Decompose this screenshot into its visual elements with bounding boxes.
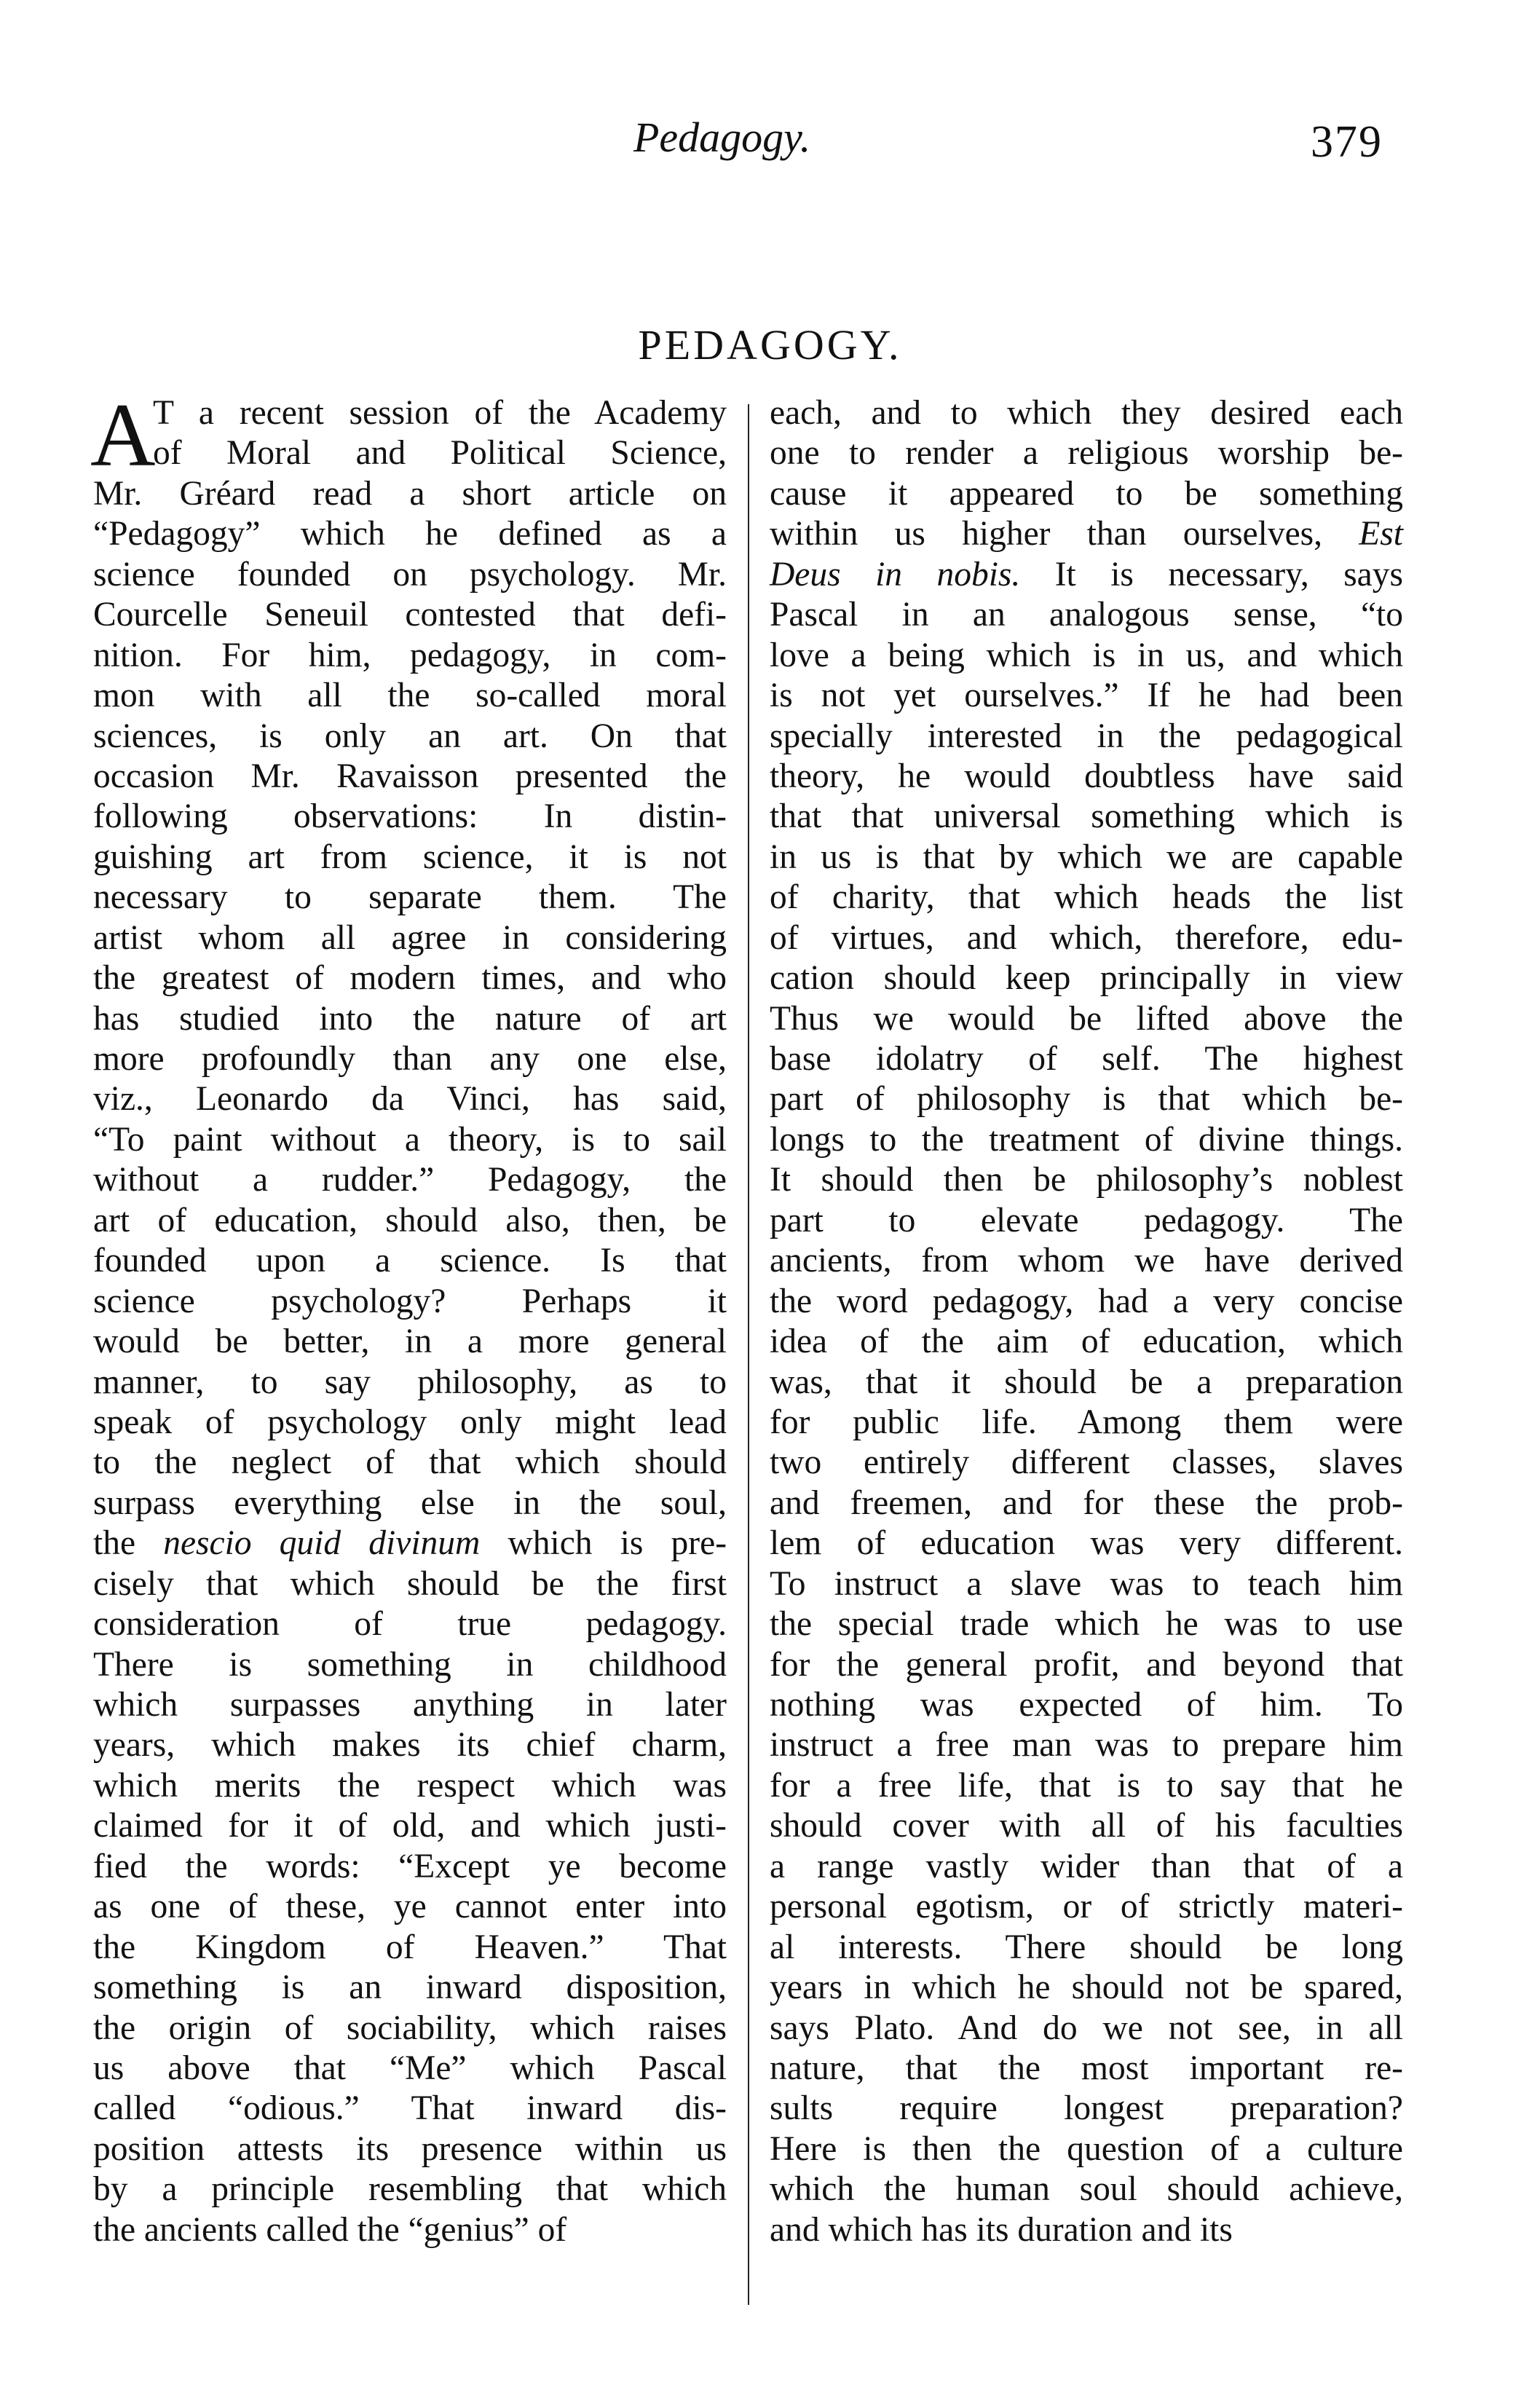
italic-phrase: Deus in nobis.	[770, 555, 1021, 594]
text-line: for public life. Among them were	[770, 1403, 1403, 1441]
text-line: It should then be philosophy’s noblest	[770, 1161, 1403, 1199]
drop-cap: A	[90, 385, 156, 485]
text-line: sults require longest preparation?	[770, 2089, 1403, 2128]
text-line: To instruct a slave was to teach him	[770, 1564, 1403, 1603]
text-line: “To paint without a theory, is to sail	[93, 1120, 727, 1159]
text-line: surpass everything else in the soul,	[93, 1483, 727, 1522]
text-line: cation should keep principally in view	[770, 959, 1403, 998]
text-line: has studied into the nature of art	[93, 999, 727, 1038]
text-line: following observations: In distin-	[93, 797, 727, 836]
text-line: base idolatry of self. The highest	[770, 1040, 1403, 1078]
text-line: each, and to which they desired each	[770, 394, 1403, 432]
text-line: sciences, is only an art. On that	[93, 717, 727, 755]
text-line: of Moral and Political Science,	[153, 434, 727, 473]
text-line: Thus we would be lifted above the	[770, 999, 1403, 1038]
text-line: specially interested in the pedagogical	[770, 717, 1403, 755]
text-line: al interests. There should be long	[770, 1928, 1403, 1966]
text-line: says Plato. And do we not see, in all	[770, 2008, 1403, 2047]
left-column	[93, 393, 727, 2330]
text-line: founded upon a science. Is that	[93, 1242, 727, 1280]
text-line: “Pedagogy” which he defined as a	[93, 515, 727, 553]
text-line: nature, that the most important re-	[770, 2049, 1403, 2087]
text-line: for a free life, that is to say that he	[770, 1766, 1403, 1805]
text-line: instruct a free man was to prepare him	[770, 1726, 1403, 1765]
text-line: Here is then the question of a culture	[770, 2129, 1403, 2168]
text-line: a range vastly wider than that of a	[770, 1847, 1403, 1885]
text-line: ancients, from whom we have derived	[770, 1242, 1403, 1280]
text-line: the ancients called the “genius” of	[93, 2210, 567, 2249]
text-line: should cover with all of his faculties	[770, 1807, 1403, 1845]
text-line: Courcelle Seneuil contested that defi-	[93, 596, 727, 634]
text-line: something is an inward disposition,	[93, 1968, 727, 2007]
text-line: the nescio quid divinum which is pre-	[93, 1524, 727, 1563]
text-line: nothing was expected of him. To	[770, 1686, 1403, 1724]
text-line: in us is that by which we are capable	[770, 837, 1403, 876]
text-line: which surpasses anything in later	[93, 1686, 727, 1724]
text-line: viz., Leonardo da Vinci, has said,	[93, 1080, 727, 1119]
text-line: Deus in nobis. It is necessary, says	[770, 555, 1403, 594]
article-title: PEDAGOGY.	[638, 321, 902, 368]
text-line: longs to the treatment of divine things.	[770, 1120, 1403, 1159]
text-line: idea of the aim of education, which	[770, 1322, 1403, 1361]
italic-phrase: nescio quid divinum	[163, 1524, 481, 1563]
text-line: manner, to say philosophy, as to	[93, 1363, 727, 1401]
text-line: within us higher than ourselves, Est	[770, 515, 1403, 553]
text-line: necessary to separate them. The	[93, 878, 727, 917]
text-line: cisely that which should be the first	[93, 1564, 727, 1603]
text-line: that that universal something which is	[770, 797, 1403, 836]
text-line: by a principle resembling that which	[93, 2170, 727, 2209]
text-line: claimed for it of old, and which justi-	[93, 1807, 727, 1845]
text-line: as one of these, ye cannot enter into	[93, 1888, 727, 1926]
text-line: without a rudder.” Pedagogy, the	[93, 1161, 727, 1199]
text-line: artist whom all agree in considering	[93, 918, 727, 957]
column-rule	[748, 404, 749, 2305]
text-line: was, that it should be a preparation	[770, 1363, 1403, 1401]
text-line: more profoundly than any one else,	[93, 1040, 727, 1078]
text-line: the origin of sociability, which raises	[93, 2008, 727, 2047]
text-line: occasion Mr. Ravaisson presented the	[93, 757, 727, 795]
text-line: called “odious.” That inward dis-	[93, 2089, 727, 2128]
text-line: speak of psychology only might lead	[93, 1403, 727, 1441]
right-column	[770, 393, 1403, 2330]
text-line: personal egotism, or of strictly materi-	[770, 1888, 1403, 1926]
text-line: mon with all the so-called moral	[93, 677, 727, 715]
text-line: of charity, that which heads the list	[770, 878, 1403, 917]
text-line: love a being which is in us, and which	[770, 636, 1403, 674]
text-line: to the neglect of that which should	[93, 1443, 727, 1482]
text-line: two entirely different classes, slaves	[770, 1443, 1403, 1482]
text-line: years in which he should not be spared,	[770, 1968, 1403, 2007]
text-line: which merits the respect which was	[93, 1766, 727, 1805]
text-line: which the human soul should achieve,	[770, 2170, 1403, 2209]
text-line: the greatest of modern times, and who	[93, 959, 727, 998]
text-line: is not yet ourselves.” If he had been	[770, 677, 1403, 715]
text-line: one to render a religious worship be-	[770, 434, 1403, 473]
text-line: would be better, in a more general	[93, 1322, 727, 1361]
text-line: for the general profit, and beyond that	[770, 1645, 1403, 1684]
text-line: consideration of true pedagogy.	[93, 1605, 727, 1644]
text-line: T a recent session of the Academy	[153, 394, 727, 432]
text-line: years, which makes its chief charm,	[93, 1726, 727, 1765]
text-line: Pascal in an analogous sense, “to	[770, 596, 1403, 634]
text-line: the special trade which he was to use	[770, 1605, 1403, 1644]
text-line: science psychology? Perhaps it	[93, 1282, 727, 1320]
text-line: the Kingdom of Heaven.” That	[93, 1928, 727, 1966]
text-line: Mr. Gréard read a short article on	[93, 474, 727, 513]
page-number: 379	[1311, 117, 1383, 167]
text-line: art of education, should also, then, be	[93, 1201, 727, 1239]
text-line: us above that “Me” which Pascal	[93, 2049, 727, 2087]
text-line: guishing art from science, it is not	[93, 837, 727, 876]
running-head: Pedagogy.	[633, 114, 811, 161]
text-line: science founded on psychology. Mr.	[93, 555, 727, 594]
text-line: and freemen, and for these the prob-	[770, 1483, 1403, 1522]
text-line: lem of education was very different.	[770, 1524, 1403, 1563]
text-line: cause it appeared to be something	[770, 474, 1403, 513]
text-line: position attests its presence within us	[93, 2129, 727, 2168]
italic-phrase: Est	[1359, 515, 1403, 553]
text-line: part of philosophy is that which be-	[770, 1080, 1403, 1119]
text-line: fied the words: “Except ye become	[93, 1847, 727, 1885]
text-line: and which has its duration and its	[770, 2210, 1233, 2249]
text-line: There is something in childhood	[93, 1645, 727, 1684]
text-line: the word pedagogy, had a very concise	[770, 1282, 1403, 1320]
text-line: of virtues, and which, therefore, edu-	[770, 918, 1403, 957]
text-line: theory, he would doubtless have said	[770, 757, 1403, 795]
text-line: nition. For him, pedagogy, in com-	[93, 636, 727, 674]
text-line: part to elevate pedagogy. The	[770, 1201, 1403, 1239]
